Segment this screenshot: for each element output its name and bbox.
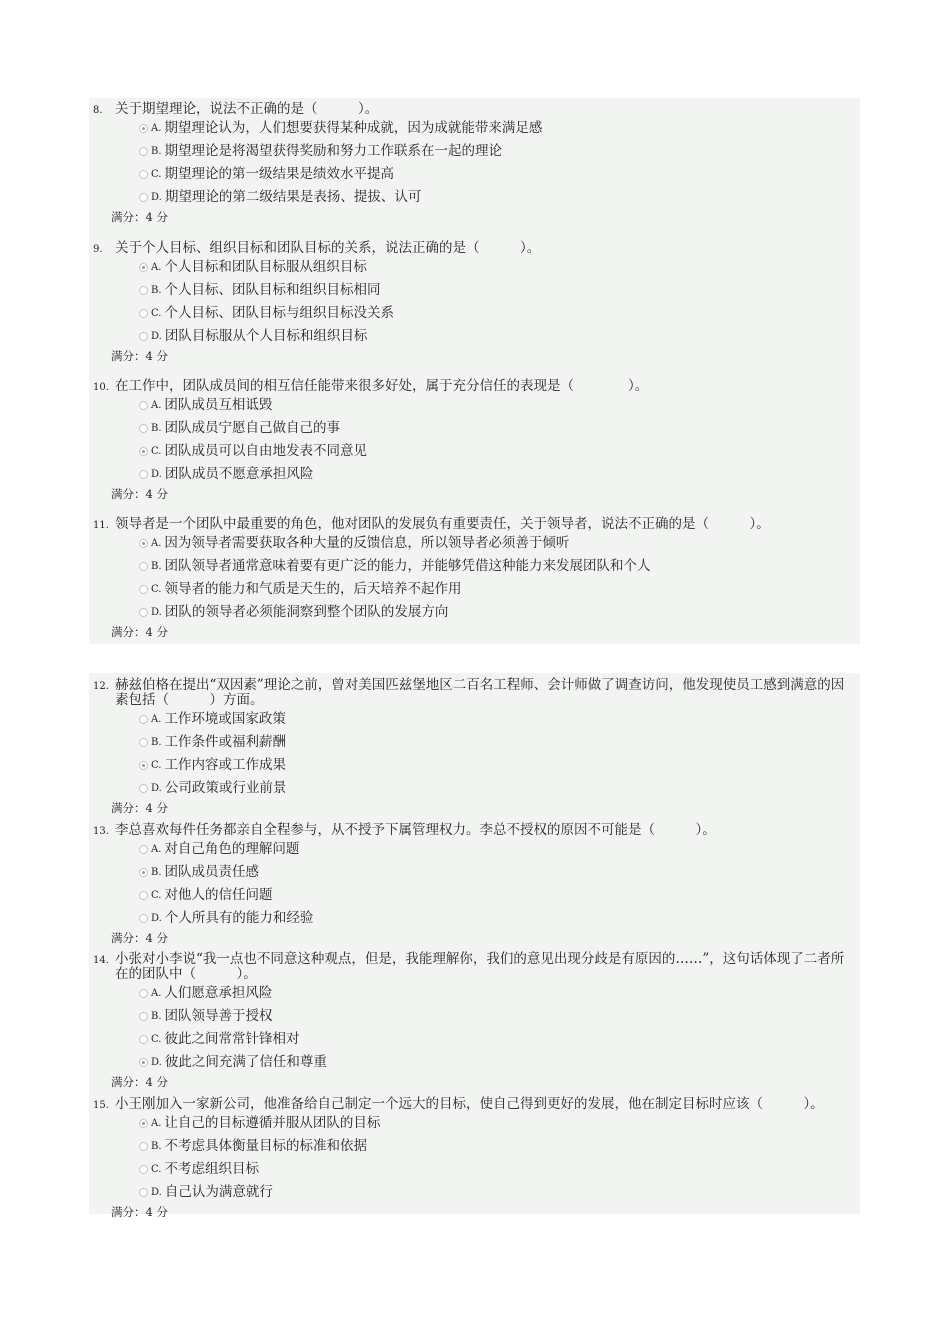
option-letter: A. — [151, 400, 162, 411]
option-c[interactable] — [139, 1158, 860, 1181]
options-list — [139, 982, 860, 1074]
options-list — [139, 532, 860, 624]
option-b[interactable] — [139, 861, 860, 884]
question-stem — [89, 952, 860, 982]
option-c[interactable] — [139, 578, 860, 601]
options-list — [139, 117, 860, 209]
radio-icon[interactable] — [139, 1035, 148, 1044]
radio-selected-icon[interactable] — [139, 1119, 148, 1128]
question-text: 小王刚加入一家新公司，他准备给自己制定一个远大的目标，使自己得到更好的发展，他在制定目标时应该（ ）。 — [115, 1096, 824, 1112]
radio-icon[interactable] — [139, 1188, 148, 1197]
option-text: 公司政策或行业前景 — [164, 780, 287, 796]
question-text: 赫兹伯格在提出“双因素”理论之前，曾对美国匹兹堡地区二百名工程师、会计师做了调查访问，他发现使员工感到满意的因素包括（ ）方面。 — [115, 677, 845, 708]
option-b[interactable] — [139, 1005, 860, 1028]
option-letter: A. — [151, 538, 162, 549]
question-15 — [89, 1097, 860, 1220]
options-list — [139, 838, 860, 930]
question-8 — [89, 102, 860, 225]
radio-icon[interactable] — [139, 309, 148, 318]
score-label: 满分：4 分 — [111, 487, 168, 501]
option-letter: D. — [151, 913, 162, 924]
option-letter: A. — [151, 844, 162, 855]
option-letter: D. — [151, 192, 162, 203]
option-d[interactable] — [139, 1181, 860, 1204]
question-stem — [89, 1097, 860, 1112]
question-text: 在工作中，团队成员间的相互信任能带来很多好处，属于充分信任的表现是（ ）。 — [115, 378, 649, 394]
option-a[interactable] — [139, 1112, 860, 1135]
option-letter: C. — [151, 760, 162, 771]
options-list — [139, 708, 860, 800]
options-list — [139, 1112, 860, 1204]
question-number: 8. — [93, 105, 103, 116]
radio-selected-icon[interactable] — [139, 1058, 148, 1067]
question-panel-1 — [89, 98, 860, 644]
score-label: 满分：4 分 — [111, 625, 168, 639]
option-letter: B. — [151, 561, 162, 572]
question-stem — [89, 379, 860, 394]
question-number: 12. — [93, 681, 109, 692]
options-list — [139, 394, 860, 486]
option-letter: D. — [151, 607, 162, 618]
option-text: 因为领导者需要获取各种大量的反馈信息，所以领导者必须善于倾听 — [164, 535, 570, 551]
question-stem — [89, 678, 860, 708]
option-letter: A. — [151, 262, 162, 273]
question-12 — [89, 678, 860, 816]
option-text: 团队成员责任感 — [164, 864, 260, 880]
question-number: 9. — [93, 244, 103, 255]
radio-icon[interactable] — [139, 1165, 148, 1174]
option-letter: C. — [151, 1164, 162, 1175]
option-text: 期望理论的第二级结果是表扬、提拔、认可 — [164, 189, 422, 205]
option-text: 团队成员宁愿自己做自己的事 — [164, 420, 341, 436]
option-letter: B. — [151, 285, 162, 296]
radio-icon[interactable] — [139, 193, 148, 202]
radio-icon[interactable] — [139, 424, 148, 433]
option-text: 团队成员可以自由地发表不同意见 — [164, 443, 367, 459]
option-text: 团队的领导者必须能洞察到整个团队的发展方向 — [164, 604, 449, 620]
option-b[interactable] — [139, 417, 860, 440]
option-text: 让自己的目标遵循并服从团队的目标 — [164, 1115, 381, 1131]
option-text: 不考虑组织目标 — [164, 1161, 259, 1177]
radio-icon[interactable] — [139, 332, 148, 341]
radio-icon[interactable] — [139, 170, 148, 179]
option-a[interactable] — [139, 982, 860, 1005]
option-letter: C. — [151, 1034, 162, 1045]
option-d[interactable] — [139, 1051, 860, 1074]
option-letter: B. — [151, 146, 162, 157]
question-14 — [89, 952, 860, 1090]
option-letter: C. — [151, 584, 162, 595]
question-number: 11. — [93, 520, 109, 531]
question-text: 领导者是一个团队中最重要的角色，他对团队的发展负有重要责任，关于领导者，说法不正确的是（ ）。 — [115, 516, 770, 532]
radio-selected-icon[interactable] — [139, 868, 148, 877]
question-11 — [89, 517, 860, 640]
option-text: 个人目标、团队目标与组织目标没关系 — [164, 305, 394, 321]
option-letter: B. — [151, 423, 162, 434]
radio-icon[interactable] — [139, 914, 148, 923]
question-stem — [89, 823, 860, 838]
option-letter: C. — [151, 446, 162, 457]
option-text: 不考虑具体衡量目标的标准和依据 — [164, 1138, 368, 1154]
option-text: 工作条件或福利薪酬 — [164, 734, 287, 750]
option-letter: C. — [151, 890, 162, 901]
option-letter: A. — [151, 988, 162, 999]
score-label: 满分：4 分 — [111, 349, 168, 363]
option-a[interactable] — [139, 708, 860, 731]
question-13 — [89, 823, 860, 946]
option-a[interactable] — [139, 256, 860, 279]
option-b[interactable] — [139, 279, 860, 302]
question-stem — [89, 102, 860, 117]
option-a[interactable] — [139, 532, 860, 555]
option-c[interactable] — [139, 754, 860, 777]
radio-icon[interactable] — [139, 608, 148, 617]
radio-icon[interactable] — [139, 738, 148, 747]
option-text: 团队领导善于授权 — [164, 1008, 273, 1024]
question-number: 14. — [93, 955, 109, 966]
option-text: 彼此之间常常针锋相对 — [164, 1031, 300, 1047]
option-a[interactable] — [139, 838, 860, 861]
question-text: 李总喜欢每件任务都亲自全程参与，从不授予下属管理权力。李总不授权的原因不可能是（ ）。 — [115, 822, 716, 838]
radio-icon[interactable] — [139, 784, 148, 793]
radio-icon[interactable] — [139, 1012, 148, 1021]
radio-icon[interactable] — [139, 585, 148, 594]
options-list — [139, 256, 860, 348]
radio-icon[interactable] — [139, 845, 148, 854]
option-letter: A. — [151, 1118, 162, 1129]
option-letter: D. — [151, 1187, 162, 1198]
option-letter: D. — [151, 783, 162, 794]
option-letter: A. — [151, 714, 162, 725]
radio-icon[interactable] — [139, 470, 148, 479]
option-d[interactable] — [139, 601, 860, 624]
option-b[interactable] — [139, 140, 860, 163]
question-9 — [89, 241, 860, 364]
question-panel-2 — [89, 673, 860, 1219]
radio-icon[interactable] — [139, 989, 148, 998]
option-a[interactable] — [139, 117, 860, 140]
option-c[interactable] — [139, 302, 860, 325]
option-letter: D. — [151, 469, 162, 480]
option-letter: B. — [151, 867, 162, 878]
option-text: 工作内容或工作成果 — [164, 757, 286, 773]
option-text: 对自己角色的理解问题 — [164, 841, 300, 857]
radio-selected-icon[interactable] — [139, 761, 148, 770]
question-text: 关于个人目标、组织目标和团队目标的关系，说法正确的是（ ）。 — [115, 240, 541, 256]
option-d[interactable] — [139, 907, 860, 930]
question-stem — [89, 517, 860, 532]
option-text: 团队领导者通常意味着要有更广泛的能力，并能够凭借这种能力来发展团队和个人 — [164, 558, 651, 574]
option-text: 个人所具有的能力和经验 — [164, 910, 314, 926]
option-letter: B. — [151, 1141, 162, 1152]
option-b[interactable] — [139, 731, 860, 754]
radio-selected-icon[interactable] — [139, 124, 148, 133]
option-letter: B. — [151, 1011, 162, 1022]
radio-icon[interactable] — [139, 891, 148, 900]
option-d[interactable] — [139, 777, 860, 800]
option-text: 个人目标和团队目标服从组织目标 — [164, 259, 367, 275]
question-number: 10. — [93, 382, 109, 393]
option-letter: D. — [151, 331, 162, 342]
option-text: 人们愿意承担风险 — [164, 985, 273, 1001]
option-d[interactable] — [139, 186, 860, 209]
question-10 — [89, 379, 860, 502]
option-c[interactable] — [139, 163, 860, 186]
score-label: 满分：4 分 — [111, 210, 168, 224]
radio-selected-icon[interactable] — [139, 263, 148, 272]
radio-icon[interactable] — [139, 562, 148, 571]
radio-selected-icon[interactable] — [139, 447, 148, 456]
score-label: 满分：4 分 — [111, 931, 168, 945]
option-text: 自己认为满意就行 — [164, 1184, 273, 1200]
option-letter: D. — [151, 1057, 162, 1068]
option-text: 期望理论的第一级结果是绩效水平提高 — [164, 166, 394, 182]
option-text: 团队成员互相诋毁 — [164, 397, 273, 413]
radio-icon[interactable] — [139, 286, 148, 295]
option-c[interactable] — [139, 1028, 860, 1051]
question-text: 关于期望理论，说法不正确的是（ ）。 — [115, 101, 379, 117]
option-text: 期望理论认为，人们想要获得某种成就，因为成就能带来满足感 — [164, 120, 543, 136]
option-c[interactable] — [139, 440, 860, 463]
question-number: 15. — [93, 1100, 109, 1111]
option-text: 工作环境或国家政策 — [164, 711, 286, 727]
radio-selected-icon[interactable] — [139, 539, 148, 548]
option-text: 团队成员不愿意承担风险 — [164, 466, 314, 482]
option-letter: A. — [151, 123, 162, 134]
radio-icon[interactable] — [139, 401, 148, 410]
option-letter: C. — [151, 169, 162, 180]
option-a[interactable] — [139, 394, 860, 417]
radio-icon[interactable] — [139, 1142, 148, 1151]
radio-icon[interactable] — [139, 147, 148, 156]
option-text: 期望理论是将渴望获得奖励和努力工作联系在一起的理论 — [164, 143, 503, 159]
option-c[interactable] — [139, 884, 860, 907]
radio-icon[interactable] — [139, 715, 148, 724]
option-d[interactable] — [139, 463, 860, 486]
question-number: 13. — [93, 826, 109, 837]
option-text: 领导者的能力和气质是天生的，后天培养不起作用 — [164, 581, 462, 597]
option-b[interactable] — [139, 555, 860, 578]
question-stem — [89, 241, 860, 256]
option-d[interactable] — [139, 325, 860, 348]
option-text: 个人目标、团队目标和组织目标相同 — [164, 282, 381, 298]
option-b[interactable] — [139, 1135, 860, 1158]
score-label: 满分：4 分 — [111, 1075, 168, 1089]
option-letter: C. — [151, 308, 162, 319]
score-label: 满分：4 分 — [111, 801, 168, 815]
option-text: 对他人的信任问题 — [164, 887, 273, 903]
option-text: 团队目标服从个人目标和组织目标 — [164, 328, 368, 344]
question-text: 小张对小李说“我一点也不同意这种观点，但是，我能理解你，我们的意见出现分歧是有原因的……”，这句话体现了二者所在的团队中（ ）。 — [115, 951, 845, 982]
option-letter: B. — [151, 737, 162, 748]
score-label: 满分：4 分 — [111, 1205, 168, 1219]
option-text: 彼此之间充满了信任和尊重 — [164, 1054, 327, 1070]
